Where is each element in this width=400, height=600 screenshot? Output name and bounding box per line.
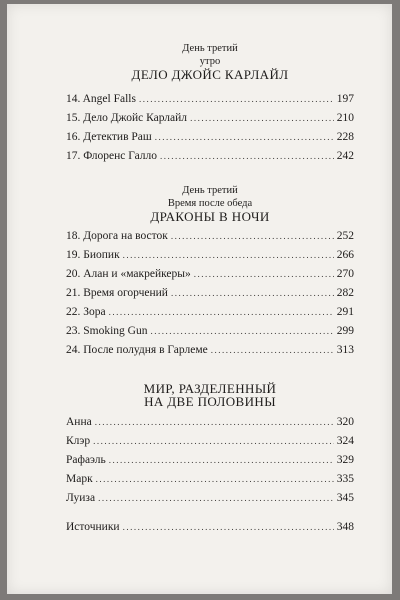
dot-leader: [109, 307, 334, 317]
entry-page: 270: [336, 268, 354, 280]
dot-leader: [194, 269, 334, 279]
dot-leader: [211, 345, 334, 355]
entry-page: 320: [336, 416, 354, 428]
section-time: Время после обеда: [167, 198, 253, 209]
toc-entry[interactable]: [66, 492, 354, 511]
toc-entry[interactable]: [66, 112, 354, 131]
entry-title: 18. Дорога на восток: [66, 230, 168, 242]
dot-leader: [123, 250, 334, 260]
entry-title: Анна: [66, 416, 92, 428]
dot-leader: [109, 455, 334, 465]
dot-leader: [98, 493, 334, 503]
section-3-entries: [66, 416, 354, 511]
book-page: [7, 4, 392, 594]
entry-page: 345: [336, 492, 354, 504]
dot-leader: [95, 417, 334, 427]
dot-leader: [96, 474, 334, 484]
section-title-line-1: МИР, РАЗДЕЛЕННЫЙ: [143, 381, 277, 396]
entry-title: 21. Время огорчений: [66, 287, 168, 299]
dot-leader: [139, 94, 334, 104]
section-1-entries: [66, 93, 354, 169]
toc-entry[interactable]: [66, 287, 354, 306]
toc-entry[interactable]: [66, 473, 354, 492]
entry-page: 242: [336, 150, 354, 162]
toc-entry[interactable]: [66, 268, 354, 287]
entry-title: Марк: [66, 473, 93, 485]
entry-page: 228: [336, 131, 354, 143]
dot-leader: [190, 113, 334, 123]
toc-entry[interactable]: [66, 325, 354, 344]
section-title: ДРАКОНЫ В НОЧИ: [150, 209, 270, 224]
entry-title: Рафаэль: [66, 454, 106, 466]
entry-page: 282: [336, 287, 354, 299]
entry-title: Луиза: [66, 492, 96, 504]
entry-title: 22. Зора: [66, 306, 106, 318]
toc-entry[interactable]: [66, 93, 354, 112]
entry-title: 19. Биопик: [66, 249, 120, 261]
entry-title: 16. Детектив Раш: [66, 131, 152, 143]
section-2-entries: [66, 230, 354, 363]
entry-page: 313: [336, 344, 354, 356]
dot-leader: [171, 231, 334, 241]
section-title-line-2: НА ДВЕ ПОЛОВИНЫ: [144, 394, 276, 409]
entry-page: 266: [336, 249, 354, 261]
dot-leader: [123, 522, 334, 532]
entry-page: 299: [336, 325, 354, 337]
entry-page: 210: [336, 112, 354, 124]
entry-title: 14. Angel Falls: [66, 93, 136, 105]
dot-leader: [93, 436, 334, 446]
dot-leader: [150, 326, 333, 336]
toc-entry[interactable]: [66, 435, 354, 454]
entry-title: 17. Флоренс Галло: [66, 150, 158, 162]
dot-leader: [160, 151, 334, 161]
toc-entry[interactable]: [66, 230, 354, 249]
entry-page: 335: [336, 473, 354, 485]
toc-entry[interactable]: [66, 454, 354, 473]
entry-page: 291: [336, 306, 354, 318]
entry-title: 20. Алан и «макрейкеры»: [66, 268, 191, 280]
section-day: День третий: [182, 185, 238, 196]
dot-leader: [155, 132, 334, 142]
entry-title: 24. После полудня в Гарлеме: [66, 344, 208, 356]
toc-entry[interactable]: [66, 306, 354, 325]
section-day: День третий: [182, 43, 238, 54]
sources-entry-wrap: [66, 521, 354, 540]
entry-page: 329: [336, 454, 354, 466]
toc-entry[interactable]: [66, 249, 354, 268]
entry-page: 324: [336, 435, 354, 447]
toc-entry[interactable]: [66, 344, 354, 363]
section-1-heading: [66, 42, 354, 81]
entry-page: 252: [336, 230, 354, 242]
section-3-heading: [66, 382, 354, 408]
section-2-heading: [66, 184, 354, 223]
toc-entry[interactable]: [66, 131, 354, 150]
entry-title: Клэр: [66, 435, 91, 447]
section-title: ДЕЛО ДЖОЙС КАРЛАЙЛ: [131, 67, 289, 82]
section-time: утро: [199, 56, 221, 67]
entry-page: 197: [336, 93, 354, 105]
toc-entry[interactable]: [66, 416, 354, 435]
entry-title: 15. Дело Джойс Карлайл: [66, 112, 188, 124]
entry-title: 23. Smoking Gun: [66, 325, 148, 337]
dot-leader: [171, 288, 334, 298]
entry-title: Источники: [66, 521, 120, 533]
toc-entry[interactable]: [66, 150, 354, 169]
entry-page: 348: [336, 521, 354, 533]
toc-entry-sources[interactable]: [66, 521, 354, 540]
